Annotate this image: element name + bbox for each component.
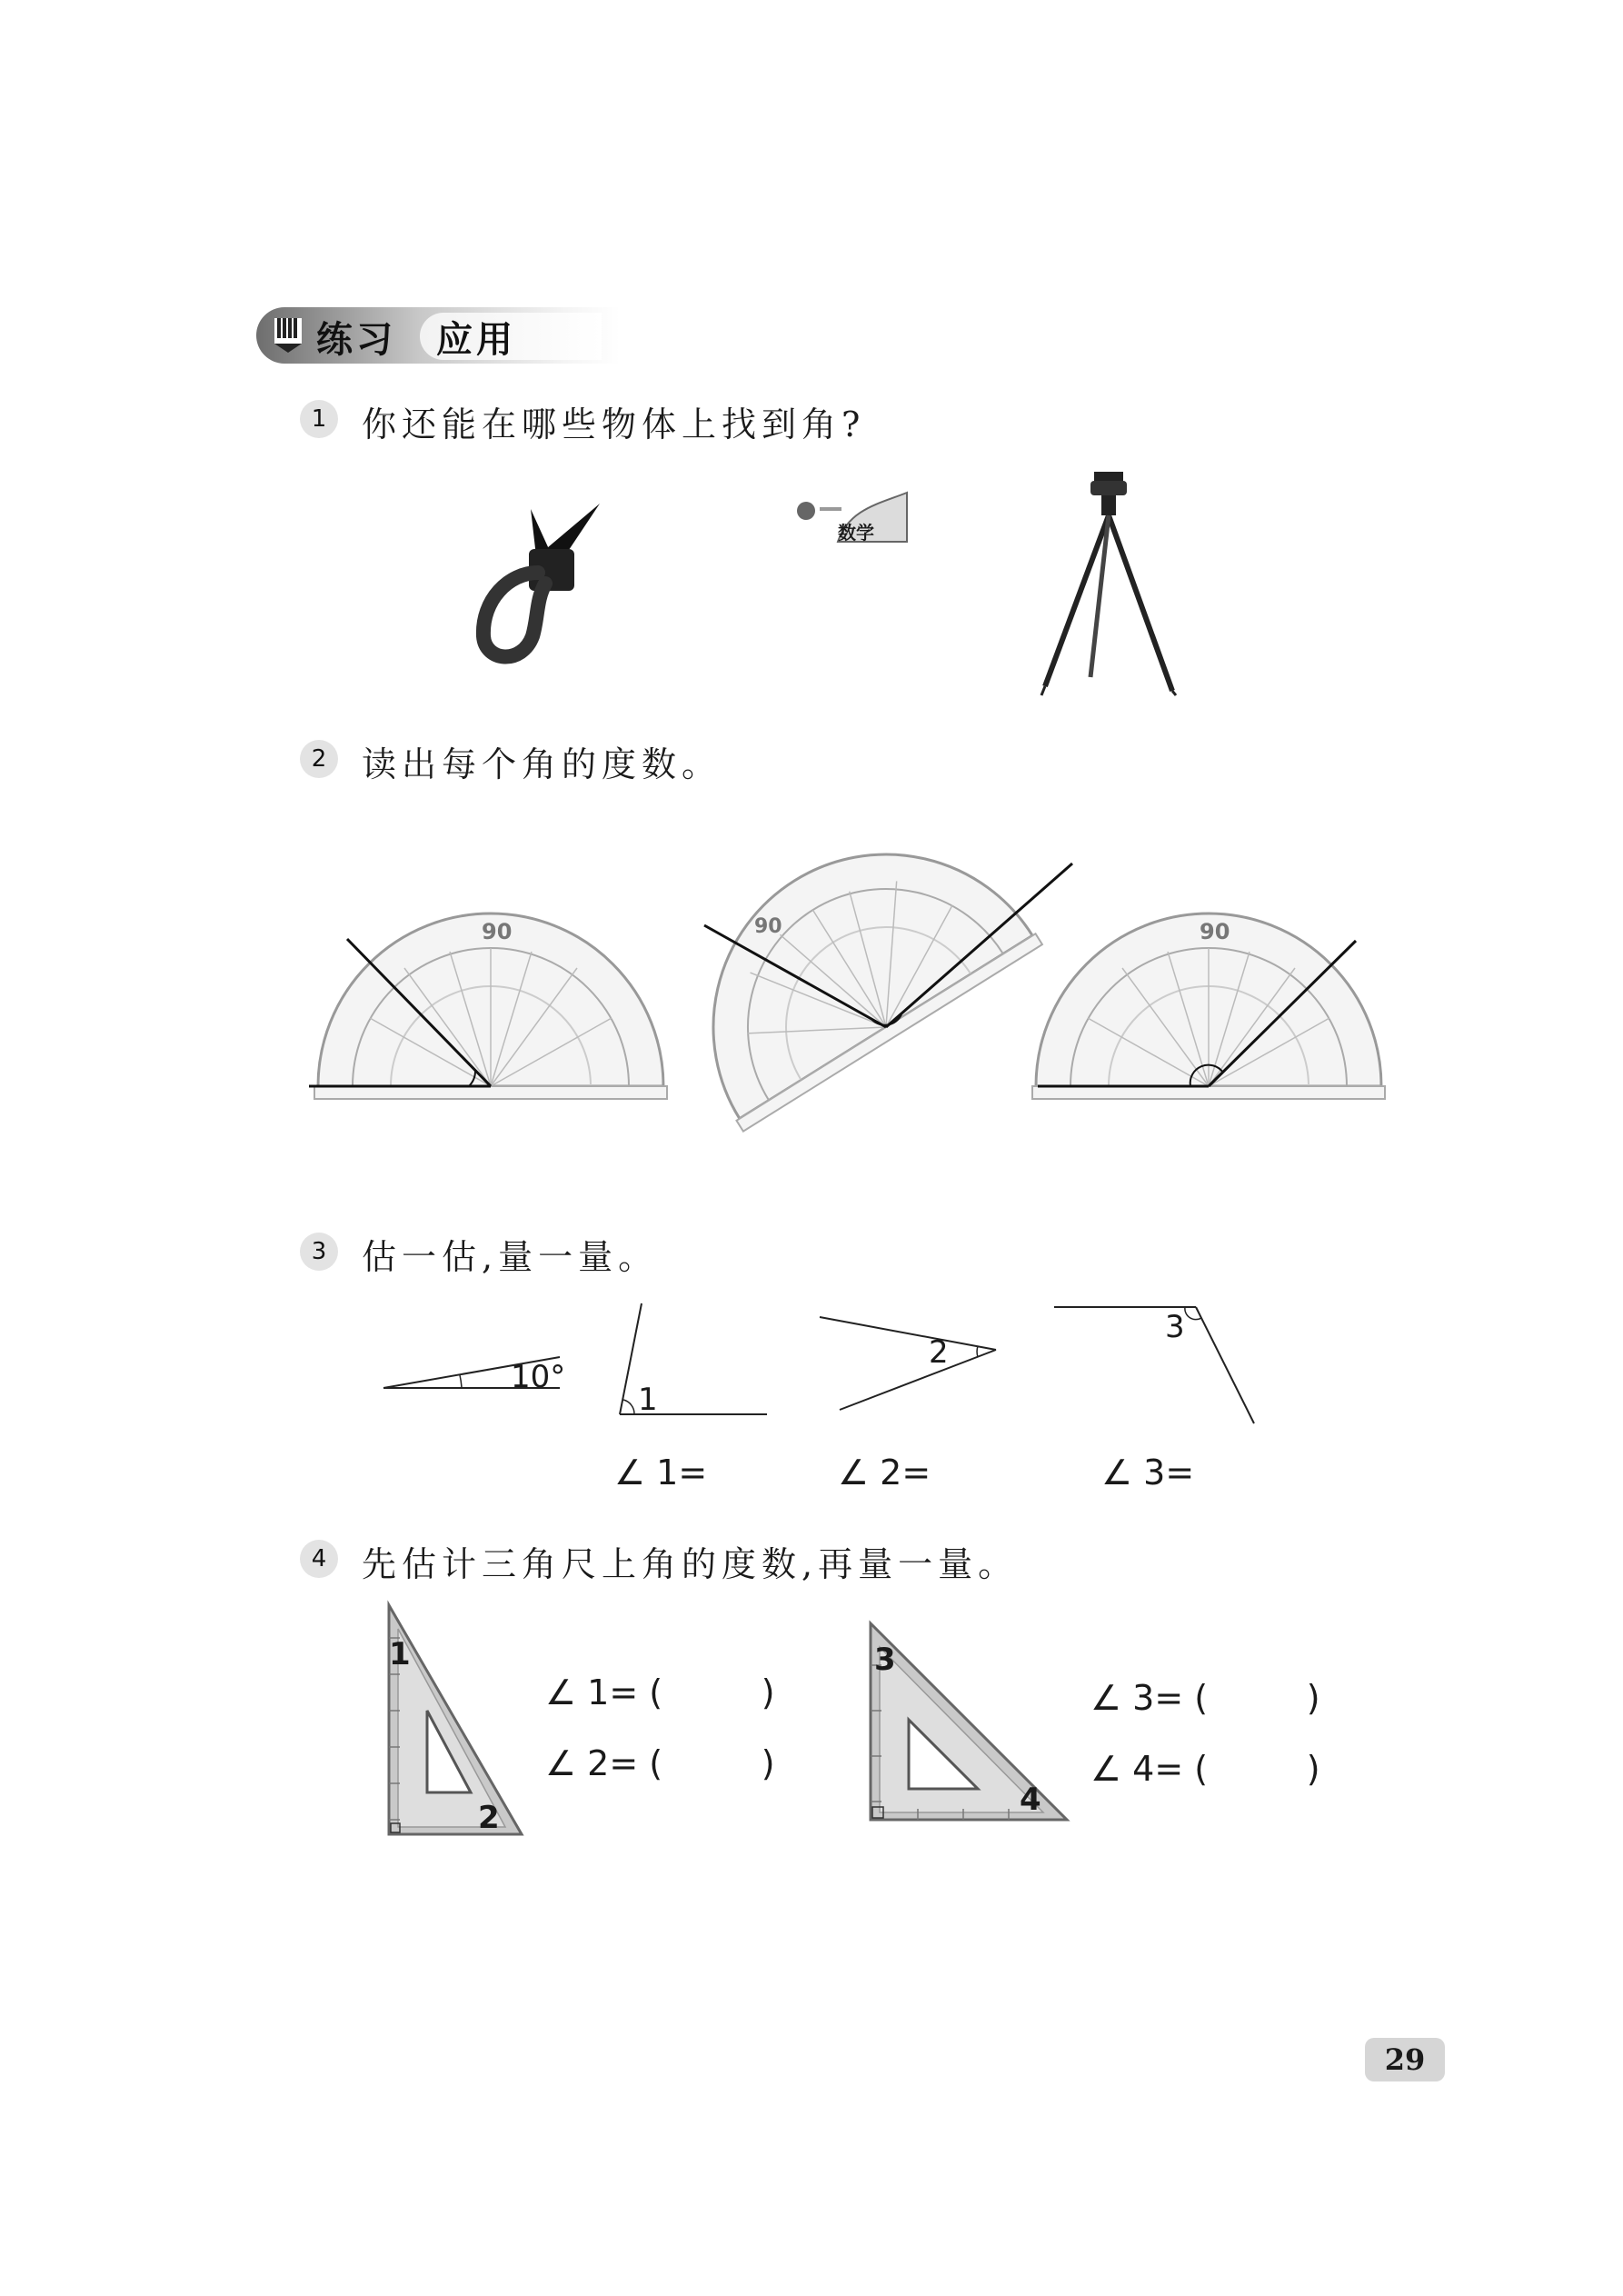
protractor-3-label: 90 xyxy=(1200,919,1230,944)
question-text-3: 估一估,量一量。 xyxy=(362,1237,659,1277)
question-text-2: 读出每个角的度数。 xyxy=(362,744,722,784)
set-square-b-label-4: 4 xyxy=(1020,1782,1041,1818)
angle-2-blank[interactable]: ∠ 2= ( ) xyxy=(545,1743,775,1783)
angle-2-label: 2 xyxy=(929,1334,949,1371)
tripod-image xyxy=(1036,468,1181,695)
protractor-3 xyxy=(1018,895,1399,1104)
question-number-1: 1 xyxy=(300,400,338,438)
protractor-1-label: 90 xyxy=(482,919,513,944)
reference-angle-label: 10° xyxy=(511,1359,566,1395)
section-title-practice: 练习 xyxy=(316,319,396,361)
angle-1-answer[interactable]: ∠ 1= xyxy=(614,1452,708,1492)
question-number-3: 3 xyxy=(300,1233,338,1271)
set-square-a-label-1: 1 xyxy=(389,1636,411,1672)
set-square-b-label-3: 3 xyxy=(874,1642,896,1678)
section-title-apply: 应用 xyxy=(436,319,516,361)
scissors-image xyxy=(473,500,609,664)
set-square-a-label-2: 2 xyxy=(478,1800,500,1836)
pencil-icon xyxy=(271,316,307,354)
protractor-2-label: 90 xyxy=(754,915,782,938)
angle-3 xyxy=(1052,1300,1261,1427)
question-text-4: 先估计三角尺上角的度数,再量一量。 xyxy=(362,1544,1019,1584)
question-text-1: 你还能在哪些物体上找到角? xyxy=(362,404,866,444)
page-number: 29 xyxy=(1365,2038,1445,2081)
angle-3-blank[interactable]: ∠ 3= ( ) xyxy=(1090,1678,1320,1718)
question-number-2: 2 xyxy=(300,740,338,778)
protractor-1 xyxy=(300,895,682,1104)
question-number-4: 4 xyxy=(300,1540,338,1578)
angle-2-answer[interactable]: ∠ 2= xyxy=(838,1452,931,1492)
angle-3-answer[interactable]: ∠ 3= xyxy=(1101,1452,1195,1492)
angle-1-blank[interactable]: ∠ 1= ( ) xyxy=(545,1672,775,1712)
angle-1-label: 1 xyxy=(638,1382,658,1418)
angle-2 xyxy=(818,1313,1000,1413)
math-book-title: 数学 xyxy=(838,522,874,544)
angle-3-label: 3 xyxy=(1165,1309,1185,1345)
angle-4-blank[interactable]: ∠ 4= ( ) xyxy=(1090,1749,1320,1789)
